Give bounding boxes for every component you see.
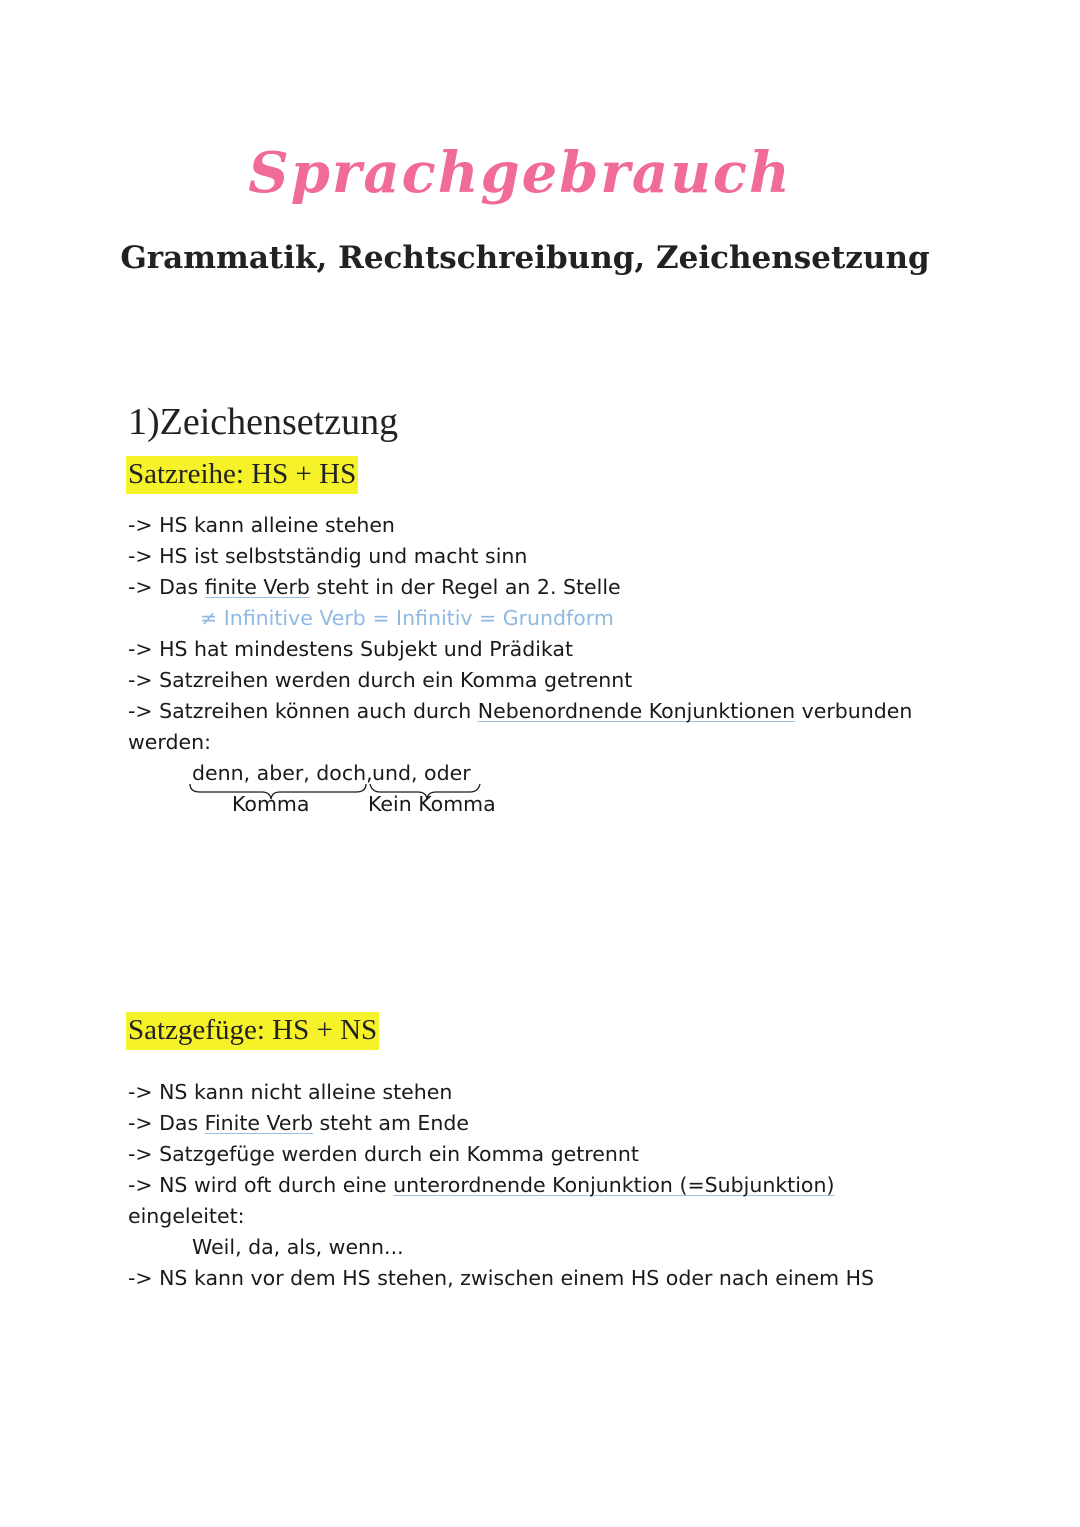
sg-line-2-suffix: steht am Ende (312, 1111, 469, 1135)
satzreihe-line-4: -> HS hat mindestens Subjekt und Prädikat (128, 637, 574, 661)
conjunctions-no-comma: und, oder (372, 761, 471, 785)
line-6-prefix: -> Satzreihen können auch durch (128, 699, 478, 723)
satzgefuege-line-6: -> NS kann vor dem HS stehen, zwischen einem HS oder nach einem HS (128, 1266, 875, 1290)
subjunktion-examples: Weil, da, als, wenn... (192, 1235, 404, 1259)
label-comma: Komma (232, 792, 310, 816)
satzgefuege-line-5: eingeleitet: (128, 1204, 245, 1228)
page-title: Sprachgebrauch (248, 140, 792, 206)
satzgefuege-label: Satzgefüge: HS + NS (126, 1012, 379, 1050)
satzreihe-line-7: werden: (128, 730, 211, 754)
label-no-comma: Kein Komma (368, 792, 496, 816)
page-subtitle: Grammatik, Rechtschreibung, Zeichensetzung (120, 240, 930, 276)
subjunktion-term: unterordnende Konjunktion (=Subjunktion) (393, 1173, 835, 1197)
sg-line-2-prefix: -> Das (128, 1111, 205, 1135)
satzgefuege-line-3: -> Satzgefüge werden durch ein Komma getrennt (128, 1142, 639, 1166)
satzgefuege-line-4 (128, 1173, 834, 1197)
infinitive-note: ≠ Infinitive Verb = Infinitiv = Grundform (200, 606, 614, 630)
satzgefuege-label-box (126, 1014, 379, 1047)
line-3-prefix: -> Das (128, 575, 205, 599)
satzgefuege-line-1: -> NS kann nicht alleine stehen (128, 1080, 453, 1104)
conjunctions-comma: denn, aber, doch, (192, 761, 373, 785)
satzreihe-line-5: -> Satzreihen werden durch ein Komma getrennt (128, 668, 633, 692)
sg-line-4-prefix: -> NS wird oft durch eine (128, 1173, 394, 1197)
finite-verb-term: finite Verb (204, 575, 310, 599)
line-3-suffix: steht in der Regel an 2. Stelle (309, 575, 621, 599)
satzgefuege-line-2 (128, 1111, 469, 1135)
nebenordnende-konjunktionen-term: Nebenordnende Konjunktionen (477, 699, 796, 723)
satzreihe-line-2: -> HS ist selbstständig und macht sinn (128, 544, 528, 568)
satzreihe-line-1: -> HS kann alleine stehen (128, 513, 395, 537)
satzreihe-label: Satzreihe: HS + HS (126, 456, 358, 494)
line-6-suffix: verbunden (795, 699, 913, 723)
finite-verb-term-2: Finite Verb (204, 1111, 313, 1135)
section-heading: 1)Zeichensetzung (128, 401, 399, 443)
